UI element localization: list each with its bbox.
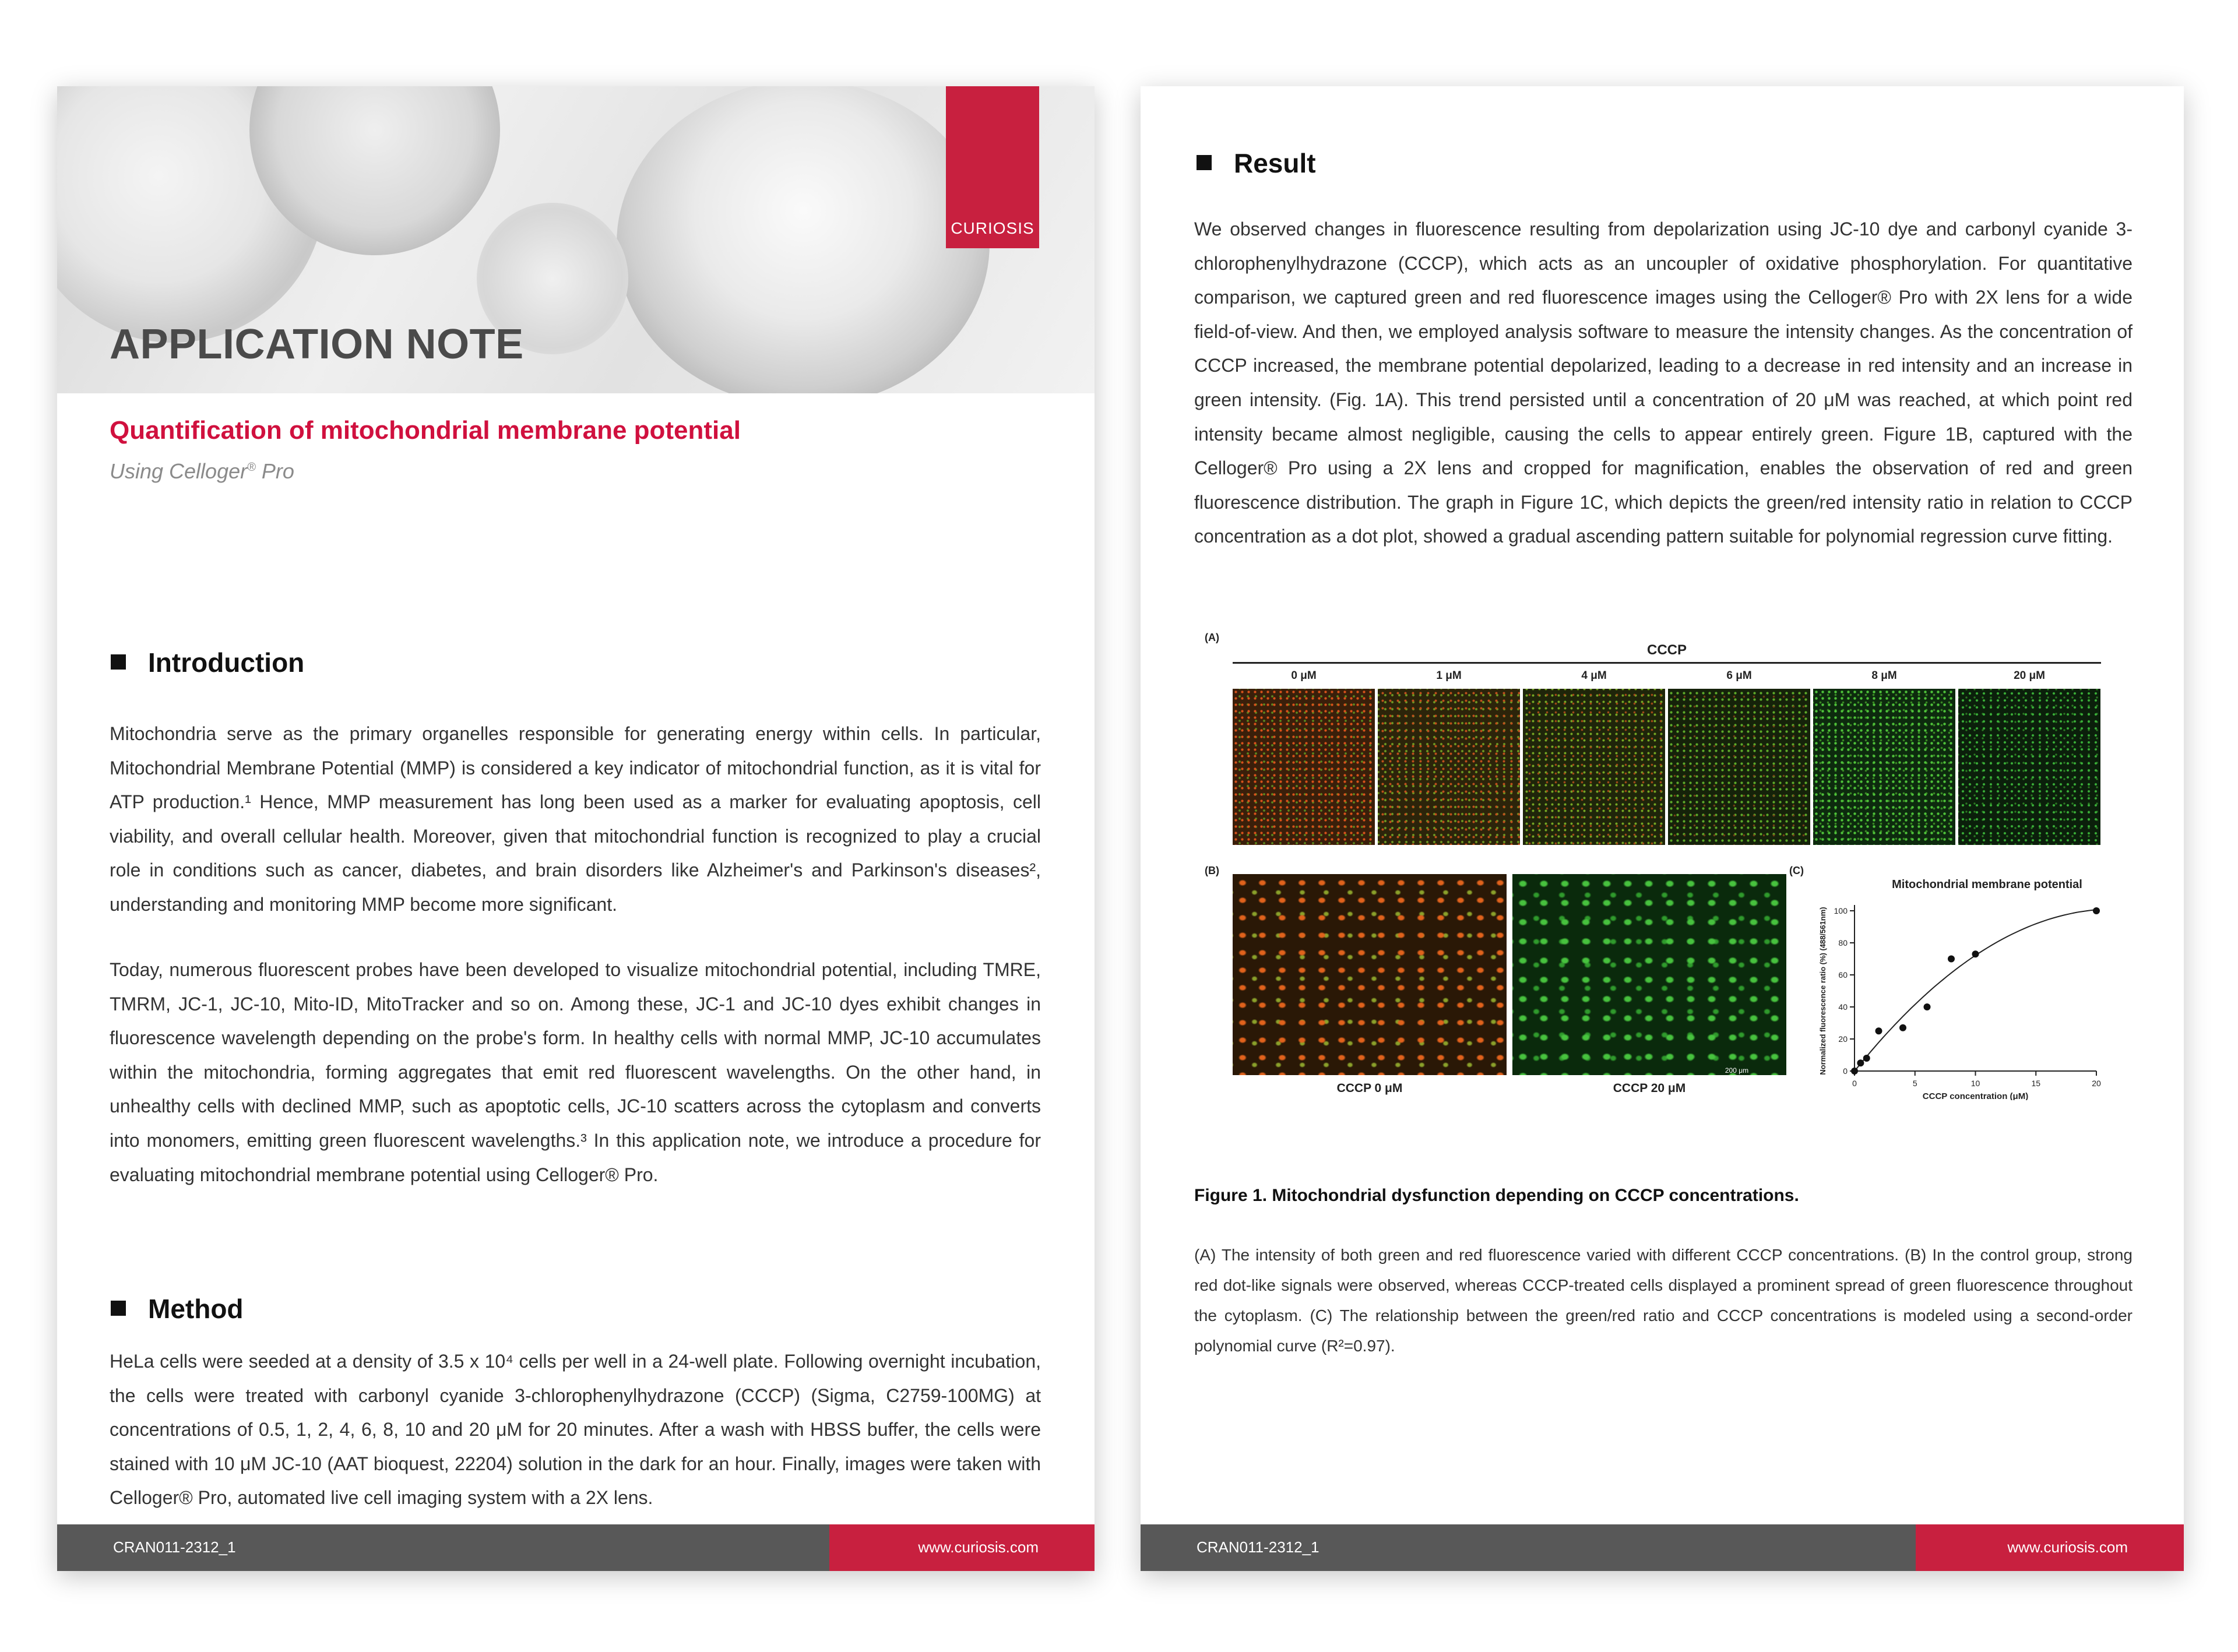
concentration-label: 8 μM: [1871, 670, 1897, 682]
data-point: [1899, 1024, 1906, 1031]
scale-bar-label: 200 μm: [1725, 1066, 1749, 1075]
y-tick-label: 0: [1843, 1066, 1848, 1076]
page-left: [57, 86, 1095, 1571]
cell-image-4um: [1523, 689, 1665, 845]
data-point: [1924, 1003, 1931, 1010]
concentration-label: 6 μM: [1726, 670, 1752, 682]
y-tick-label: 100: [1834, 906, 1848, 915]
document-subtitle: Using Celloger® Pro: [110, 459, 294, 483]
concentration-label: 4 μM: [1581, 670, 1607, 682]
concentration-label: 20 μM: [2014, 670, 2045, 682]
x-axis-label: CCCP concentration (μM): [1922, 1091, 2029, 1100]
concentration-label: 1 μM: [1436, 670, 1462, 682]
cell-image-1um: [1378, 689, 1520, 845]
cell-image-cccp-0um: [1233, 874, 1507, 1075]
data-point: [1863, 1055, 1870, 1062]
y-tick-label: 40: [1838, 1002, 1848, 1012]
result-heading: Result: [1197, 147, 1316, 179]
concentration-label: 0 μM: [1291, 670, 1317, 682]
figure-caption-title: Figure 1. Mitochondrial dysfunction depending on CCCP concentrations.: [1194, 1186, 1799, 1205]
page-right: [1141, 86, 2184, 1571]
document-title: Quantification of mitochondrial membrane potential: [110, 416, 741, 445]
document-code: CRAN011-2312_1: [113, 1538, 236, 1556]
data-point: [1948, 956, 1955, 963]
y-axis-label: Normalized fluorescence ratio (%) (488/561nm): [1818, 907, 1827, 1075]
header-photo: [57, 86, 1095, 393]
panel-b-label: (B): [1205, 865, 1219, 876]
panel-b-right-label: CCCP 20 μM: [1613, 1082, 1686, 1095]
fit-curve: [1855, 910, 2096, 1071]
data-point: [1875, 1027, 1882, 1034]
cell-image-cccp-20um: [1512, 874, 1786, 1075]
y-tick-label: 80: [1838, 938, 1848, 947]
data-point: [1857, 1059, 1864, 1066]
panel-a-label: (A): [1205, 632, 1219, 643]
panel-b-left-label: CCCP 0 μM: [1336, 1082, 1403, 1095]
x-tick-label: 15: [2031, 1079, 2041, 1088]
cell-image-8um: [1813, 689, 1955, 845]
result-paragraph: We observed changes in fluorescence resulting from depolarization using JC-10 dye and carbonyl cyanide 3-chlorophenylhydrazone (CCCP), which acts as an uncoupler of oxidative phosphorylation. For quantitative comparison, we captured green and red fluorescence images using the Celloger® Pro with 2X lens for a wide field-of-view. And then, we employed analysis software to measure the intensity changes. As the concentration of CCCP increased, the membrane potential depolarized, leading to a decrease in red intensity and an increase in green intensity. (Fig. 1A). This trend persisted until a concentration of 20 μM was reached, at which point red intensity became almost negligible, causing the cells to appear entirely green. Figure 1B, captured with the Celloger® Pro using a 2X lens and cropped for magnification, enables the observation of red and green fluorescence distribution. The graph in Figure 1C, which depicts the green/red intensity ratio in relation to CCCP concentration as a dot plot, showed a gradual ascending pattern suitable for polynomial regression curve fitting.: [1194, 219, 2133, 547]
introduction-paragraph-1: Mitochondria serve as the primary organelles responsible for generating energy within cells. In particular, Mitochondrial Membrane Potential (MMP) is considered a key indicator of mitochondrial function, as it is vital for ATP production.¹ Hence, MMP measurement has long been used as a marker for evaluating apoptosis, cell viability, and overall cellular health. Moreover, given that mitochondrial function is recognized to play a crucial role in conditions such as cancer, diabetes, and brain disorders like Alzheimer's and Parkinson's diseases², understanding and monitoring MMP become more significant.: [110, 723, 1041, 915]
introduction-paragraph-2: Today, numerous fluorescent probes have been developed to visualize mitochondrial potential, including TMRE, TMRM, JC-1, JC-10, Mito-ID, MitoTracker and so on. Among these, JC-1 and JC-10 dyes exhibit changes in fluorescence wavelength depending on the probe's form. In healthy cells with normal MMP, JC-10 accumulates within the mitochondria, forming aggregates that emit red fluorescent wavelengths. On the other hand, in unhealthy cells with declined MMP, such as apoptotic cells, JC-10 scatters across the cytoplasm and converts into monomers, emitting green fluorescent wavelengths.³ In this application note, we introduce a procedure for evaluating mitochondrial membrane potential using Celloger® Pro.: [110, 959, 1041, 1185]
cccp-header: CCCP: [1646, 642, 1687, 658]
panel-c-label: (C): [1789, 865, 1804, 876]
page-header: APPLICATION NOTE: [110, 321, 524, 368]
footer: [1141, 1524, 2184, 1571]
mmp-chart: [1799, 867, 2126, 1100]
x-tick-label: 10: [1970, 1079, 1980, 1088]
website-link[interactable]: www.curiosis.com: [1916, 1524, 2184, 1571]
y-tick-label: 20: [1838, 1034, 1848, 1044]
website-link[interactable]: www.curiosis.com: [829, 1524, 1095, 1571]
introduction-heading: Introduction: [111, 647, 304, 678]
x-tick-label: 20: [2092, 1079, 2101, 1088]
chart-title: Mitochondrial membrane potential: [1892, 878, 2082, 891]
cell-image-20um: [1958, 689, 2100, 845]
data-point: [1972, 950, 1979, 957]
document-code: CRAN011-2312_1: [1197, 1538, 1319, 1556]
x-tick-label: 0: [1852, 1079, 1857, 1088]
cell-image-6um: [1668, 689, 1810, 845]
method-heading: Method: [111, 1293, 244, 1325]
method-paragraph: HeLa cells were seeded at a density of 3.5 x 10⁴ cells per well in a 24-well plate. Following overnight incubation, the cells were treated with carbonyl cyanide 3-chlorophenylhydrazone (CCCP) (Sigma, C2759-100MG) at concentrations of 0.5, 1, 2, 4, 6, 8, 10 and 20 μM for 20 minutes. After a wash with HBSS buffer, the cells were stained with 10 μM JC-10 (AAT bioquest, 22204) solution in the dark for an hour. Finally, images were taken with Celloger® Pro, automated live cell imaging system with a 2X lens.: [110, 1351, 1041, 1509]
data-point: [2093, 907, 2100, 914]
data-point: [1851, 1068, 1858, 1075]
footer: [57, 1524, 1095, 1571]
figure-caption: (A) The intensity of both green and red fluorescence varied with different CCCP concentrations. (B) In the control group, strong red dot-like signals were observed, whereas CCCP-treated cells displayed a prominent spread of green fluorescence throughout the cytoplasm. (C) The relationship between the green/red ratio and CCCP concentrations is modeled using a second-order polynomial curve (R²=0.97).: [1194, 1246, 2133, 1355]
y-tick-label: 60: [1838, 970, 1848, 980]
cccp-rule: [1233, 662, 2101, 664]
x-tick-label: 5: [1912, 1079, 1917, 1088]
cell-image-0um: [1233, 689, 1375, 845]
brand-logo: CURIOSIS: [946, 86, 1039, 248]
